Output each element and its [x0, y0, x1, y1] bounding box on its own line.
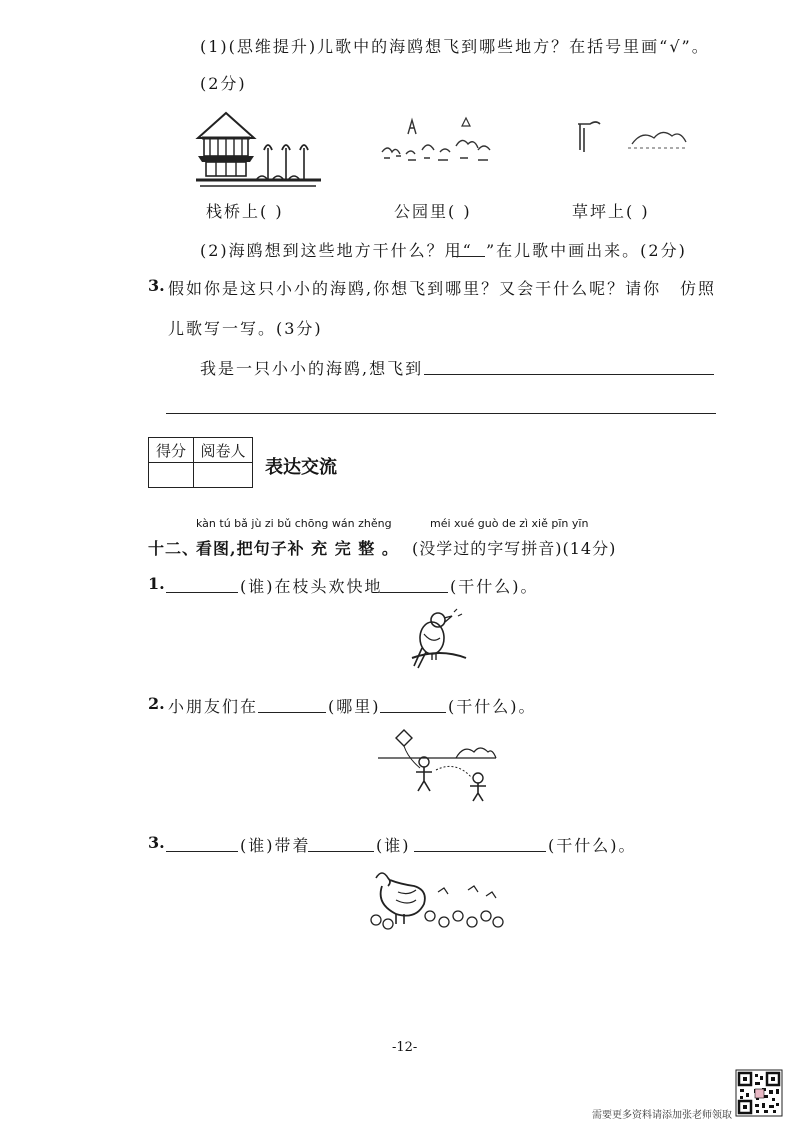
q3-line1: 假如你是这只小小的海鸥,你想飞到哪里？又会干什么呢？请你 [168, 279, 662, 298]
heading-pinyin-b: méi xué guò de zì xiě pīn yīn [430, 517, 589, 530]
q1-prompt: (1)(思维提升)儿歌中的海鸥想飞到哪些地方？在括号里画“√”。 [200, 37, 710, 56]
reviewer-cell[interactable] [194, 463, 253, 488]
option-pier: 栈桥上( ) [206, 202, 284, 221]
item3-number: 3. [148, 833, 165, 852]
q1-points: (2分) [200, 74, 247, 93]
heading-main: 看图,把句子补 充 完 整 。 [196, 539, 399, 558]
q3-number: 3. [148, 276, 165, 295]
item3-part-c: (干什么)。 [548, 836, 637, 855]
item2-part-c: (干什么)。 [448, 697, 537, 716]
q2-prefix: (2)海鸥想到这些地方干什么？用“ [200, 241, 473, 260]
q3-starter: 我是一只小小的海鸥,想飞到 [200, 359, 424, 378]
q2-suffix: ”在儿歌中画出来。(2分) [486, 241, 687, 260]
watermark-text: 需要更多资料请添加张老师领取 [592, 1110, 732, 1121]
q2-underline-sample [453, 256, 485, 257]
item2-blank-action[interactable] [380, 712, 446, 713]
item1-part-b: (干什么)。 [450, 577, 539, 596]
heading-prefix: 十二、 [148, 539, 200, 558]
item2-part-a: 小朋友们在 [168, 697, 259, 716]
q3-answer-line-1[interactable] [424, 374, 714, 375]
item1-part-a: (谁)在枝头欢快地 [240, 577, 383, 596]
section-title: 表达交流 [265, 457, 337, 478]
option-park: 公园里( ) [394, 202, 472, 221]
item2-part-b: (哪里) [328, 697, 381, 716]
children-kites-illustration [376, 728, 498, 804]
lawn-illustration [570, 118, 695, 158]
item3-blank-who-2[interactable] [308, 851, 374, 852]
score-table [148, 437, 253, 488]
heading-pinyin-a: kàn tú bǎ jù zi bǔ chōng wán zhěng [196, 517, 392, 530]
score-header: 得分 [149, 438, 194, 463]
heading-note: (没学过的字写拼音)(14分) [412, 539, 617, 558]
q3-line1-end: 仿照 [680, 279, 717, 298]
qr-code-icon [736, 1070, 782, 1116]
page-number: -12- [392, 1040, 418, 1055]
item3-blank-who-1[interactable] [166, 851, 238, 852]
item2-blank-where[interactable] [258, 712, 326, 713]
item3-blank-action[interactable] [414, 851, 546, 852]
score-cell[interactable] [149, 463, 194, 488]
park-illustration [378, 116, 503, 164]
pier-pavilion-illustration [196, 108, 321, 188]
item2-number: 2. [148, 694, 165, 713]
item1-blank-who[interactable] [166, 592, 238, 593]
hen-and-chicks-illustration [368, 866, 508, 932]
item1-blank-action[interactable] [380, 592, 448, 593]
item1-number: 1. [148, 574, 165, 593]
bird-on-branch-illustration [410, 608, 470, 670]
q3-line2: 儿歌写一写。(3分) [168, 319, 323, 338]
item3-part-a: (谁)带着 [240, 836, 311, 855]
q3-answer-line-2[interactable] [166, 413, 716, 414]
reviewer-header: 阅卷人 [194, 438, 253, 463]
option-lawn: 草坪上( ) [572, 202, 650, 221]
item3-part-b: (谁) [376, 836, 411, 855]
